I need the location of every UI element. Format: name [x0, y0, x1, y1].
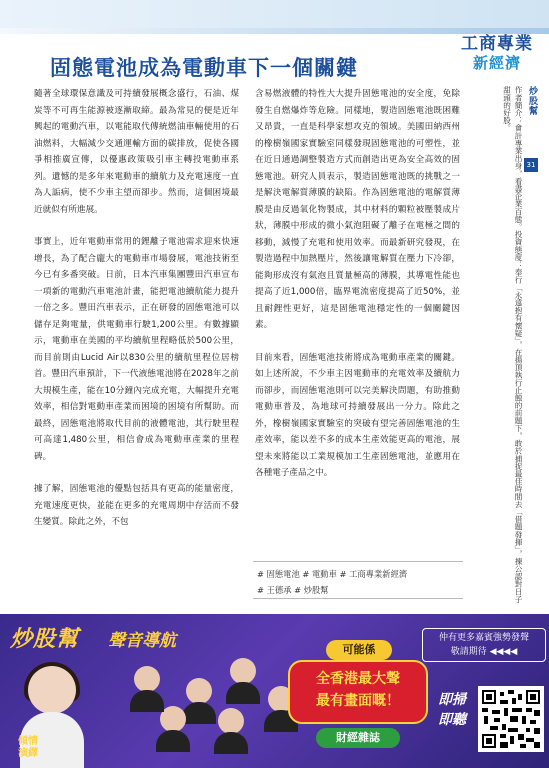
guest-avatar	[224, 658, 262, 704]
promo-notice	[422, 628, 546, 662]
hashtags	[257, 566, 457, 598]
paragraph: 隨著全球環保意識及可持續發展概念盛行，石油、煤炭等不可再生能源被逐漸取締。最為常見的便是近年興起的電動汽車，以電能取代傳統燃油車輛使用的石油燃料，大幅減少交通運輸方面的碳排放，促使各國爭相推廣宣傳，以優惠政策吸引車主轉投電動車系列。遺憾的是多年來電動車的續航力及充電速度一直為人詬病，使不少車主望而卻步。然而，這個困境最近就似有所進展。	[34, 89, 239, 215]
brand-logo-sub: 聲音導航	[108, 631, 176, 651]
section-tag-line2: 新經濟	[472, 54, 521, 72]
top-banner	[0, 0, 549, 30]
section-tag	[451, 34, 543, 86]
article-column-1	[34, 86, 239, 531]
author-name: 炒股幫	[527, 86, 537, 116]
qr-code-icon[interactable]	[478, 686, 544, 752]
section-tag-line1: 工商專業	[461, 34, 533, 54]
paragraph: 據了解，固態電池的優點包括具有更高的能量密度，充電速度更快，並能在更多的充電周期中存活而不發生變質。除此之外，不包	[34, 484, 239, 527]
page-number: 31	[524, 158, 538, 172]
author-bio: 作者簡介：會計專業出身，看盡企業百態。投資態度：奉行「永遠抱有懷疑」，在揚頂執行止蝕的前題下，敢於捕捉最佳時間去「借題發揮」，揀公認對日子甜頭的好股。	[502, 86, 523, 603]
promo-banner[interactable]	[0, 614, 549, 768]
hashtag-line[interactable]: # 王德承 # 炒股幫	[257, 585, 329, 595]
promo-line: 仲有更多嘉賓強勢發聲	[438, 633, 529, 643]
promo-line: 敬請期待 ◀◀◀◀	[450, 647, 518, 657]
hashtag-line[interactable]: # 固態電池 # 電動車 # 工商專業新經濟	[257, 569, 408, 579]
bubble-main: 全香港最大聲 最有畫面嘅！	[288, 660, 428, 724]
bubble-bottom: 財經雜誌	[316, 728, 400, 748]
qr-code-graphic	[482, 690, 540, 748]
paragraph: 含易燃液體的特性大大提升固態電池的安全度，免除發生自燃爆炸等危險。同樣地，製造固態電池既困難又昂貴，一直是科學家想攻克的領域。美國田納西州的橡樹嶺國家實驗室同樣發現固態電池的可塑性，並在近日通過調整製造方式而創造出更為安全高效的固態電池。研究人員表示，製造固態電池既的挑戰之一是解決電解質薄膜的缺陷。作為固態電池的電解質薄膜是由反過氧化物製成，其中材料的顆粒被壓製成片狀，薄膜中形成的微小氣泡阻礙了離子在電極之間的移動，減慢了充電和使用效率。而最新研究發現，在製造過程中加熱壓片，然後讓電解質在壓力下冷卻，能夠形成沒有氣泡且質量極高的薄膜，其導電性能也提高了近1,000倍，臨界電流密度提高了近50%，並且耐鋰性更好，這是固態電池穩定性的一個關鍵因素。	[255, 89, 460, 330]
paragraph: 事實上，近年電動車常用的鋰離子電池需求迎來快速增長，為了配合龐大的電動車市場發展，電池技術至今已有多番突破。日前，日本汽車集團豐田汽車宣布一項新的電動汽車電池計畫，能把電池續航能力提升一倍之多。豐田汽車表示，正在研發的固態電池可以儲存足夠電量，供電動車行駛1,200公里。有數據顯示，電動車在美國的平均續航里程略低於500公里，而目前則由Lucid Air以830公里的續航里程位居榜首。豐田汽車預計，下一代液態電池將在2028年之前大規模生產，能在10分鐘內完成充電，大幅提升充電效率，相信對電動車產業而困境的困境有所幫助。而最終，固態電池將取代目前的液體電池，其行駛里程可高達1,480公里，相信會成為電動車產業的里程碑。	[34, 237, 239, 462]
bubble-top: 可能係	[326, 640, 392, 660]
guest-avatar	[154, 706, 192, 752]
paragraph: 目前來看，固態電池技術將成為電動車產業的關鍵。如上述所說，不少車主因電動車的充電效率及續航力而卻步，而固態電池則可以完美解決問題，有助推動電動車普及，為地球可持續發展出一分力。除此之外，橡樹嶺國家實驗室的突破有望完善固態電池的生產效率，能以差不多的成本生產效能更高的電池，展望未來將能以工業規模加工生產固態電池，並應用在各種電子產品之中。	[255, 352, 460, 478]
guest-avatar	[128, 666, 166, 712]
headline-bubble	[288, 640, 428, 748]
author-sidebar	[478, 86, 544, 606]
guest-avatar	[212, 708, 250, 754]
brand-logo: 炒股幫	[10, 627, 80, 652]
article-title: 固態電池成為電動車下一個關鍵	[50, 56, 358, 80]
article-column-2	[255, 86, 460, 482]
scan-to-listen: 即掃 即聽	[438, 692, 466, 728]
host-label: 傾情 演繹	[18, 736, 38, 759]
